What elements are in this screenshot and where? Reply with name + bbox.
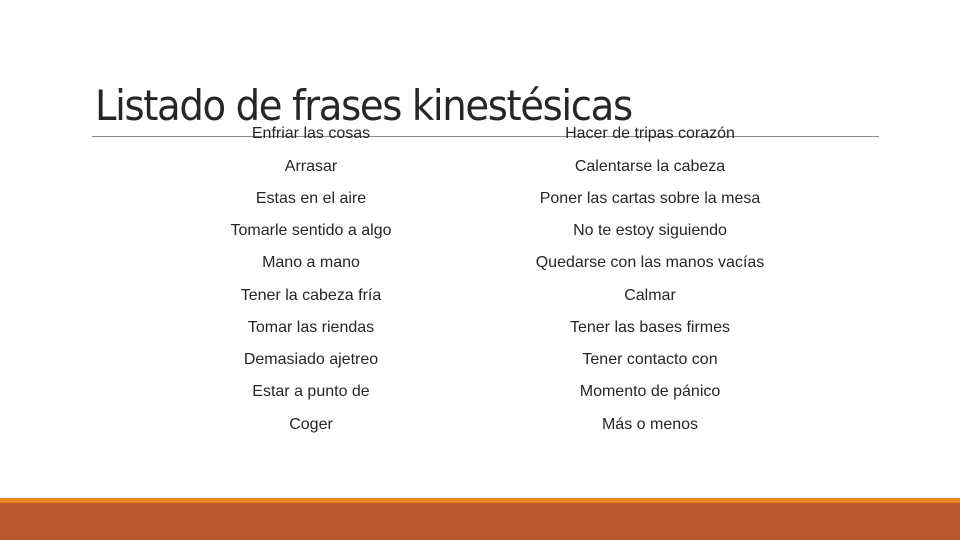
phrase-left-8: Demasiado ajetreo	[243, 351, 379, 368]
footer-bar	[0, 503, 960, 540]
phrase-left-4: Tomarle sentido a algo	[230, 222, 392, 239]
phrase-right-3: Poner las cartas sobre la mesa	[539, 190, 761, 207]
phrase-right-7: Tener las bases firmes	[569, 319, 731, 336]
phrase-right-1: Hacer de tripas corazón	[565, 125, 735, 142]
phrase-left-9: Estar a punto de	[252, 383, 370, 400]
phrase-right-9: Momento de pánico	[579, 383, 721, 400]
phrase-left-7: Tomar las riendas	[247, 319, 375, 336]
title-underline	[92, 136, 879, 137]
phrase-right-4: No te estoy siguiendo	[573, 222, 727, 239]
phrase-right-10: Más o menos	[601, 416, 699, 433]
phrase-right-5: Quedarse con las manos vacías	[535, 254, 765, 271]
phrase-left-6: Tener la cabeza fría	[240, 287, 382, 304]
phrase-left-1: Enfriar las cosas	[251, 125, 371, 142]
phrase-left-3: Estas en el aire	[255, 190, 367, 207]
phrase-left-10: Coger	[289, 416, 333, 433]
phrase-left-2: Arrasar	[284, 158, 338, 175]
phrase-right-6: Calmar	[624, 287, 676, 304]
phrase-right-2: Calentarse la cabeza	[574, 158, 726, 175]
phrase-left-5: Mano a mano	[262, 254, 360, 271]
slide-title: Listado de frases kinestésicas	[95, 81, 632, 130]
phrase-right-8: Tener contacto con	[582, 351, 718, 368]
